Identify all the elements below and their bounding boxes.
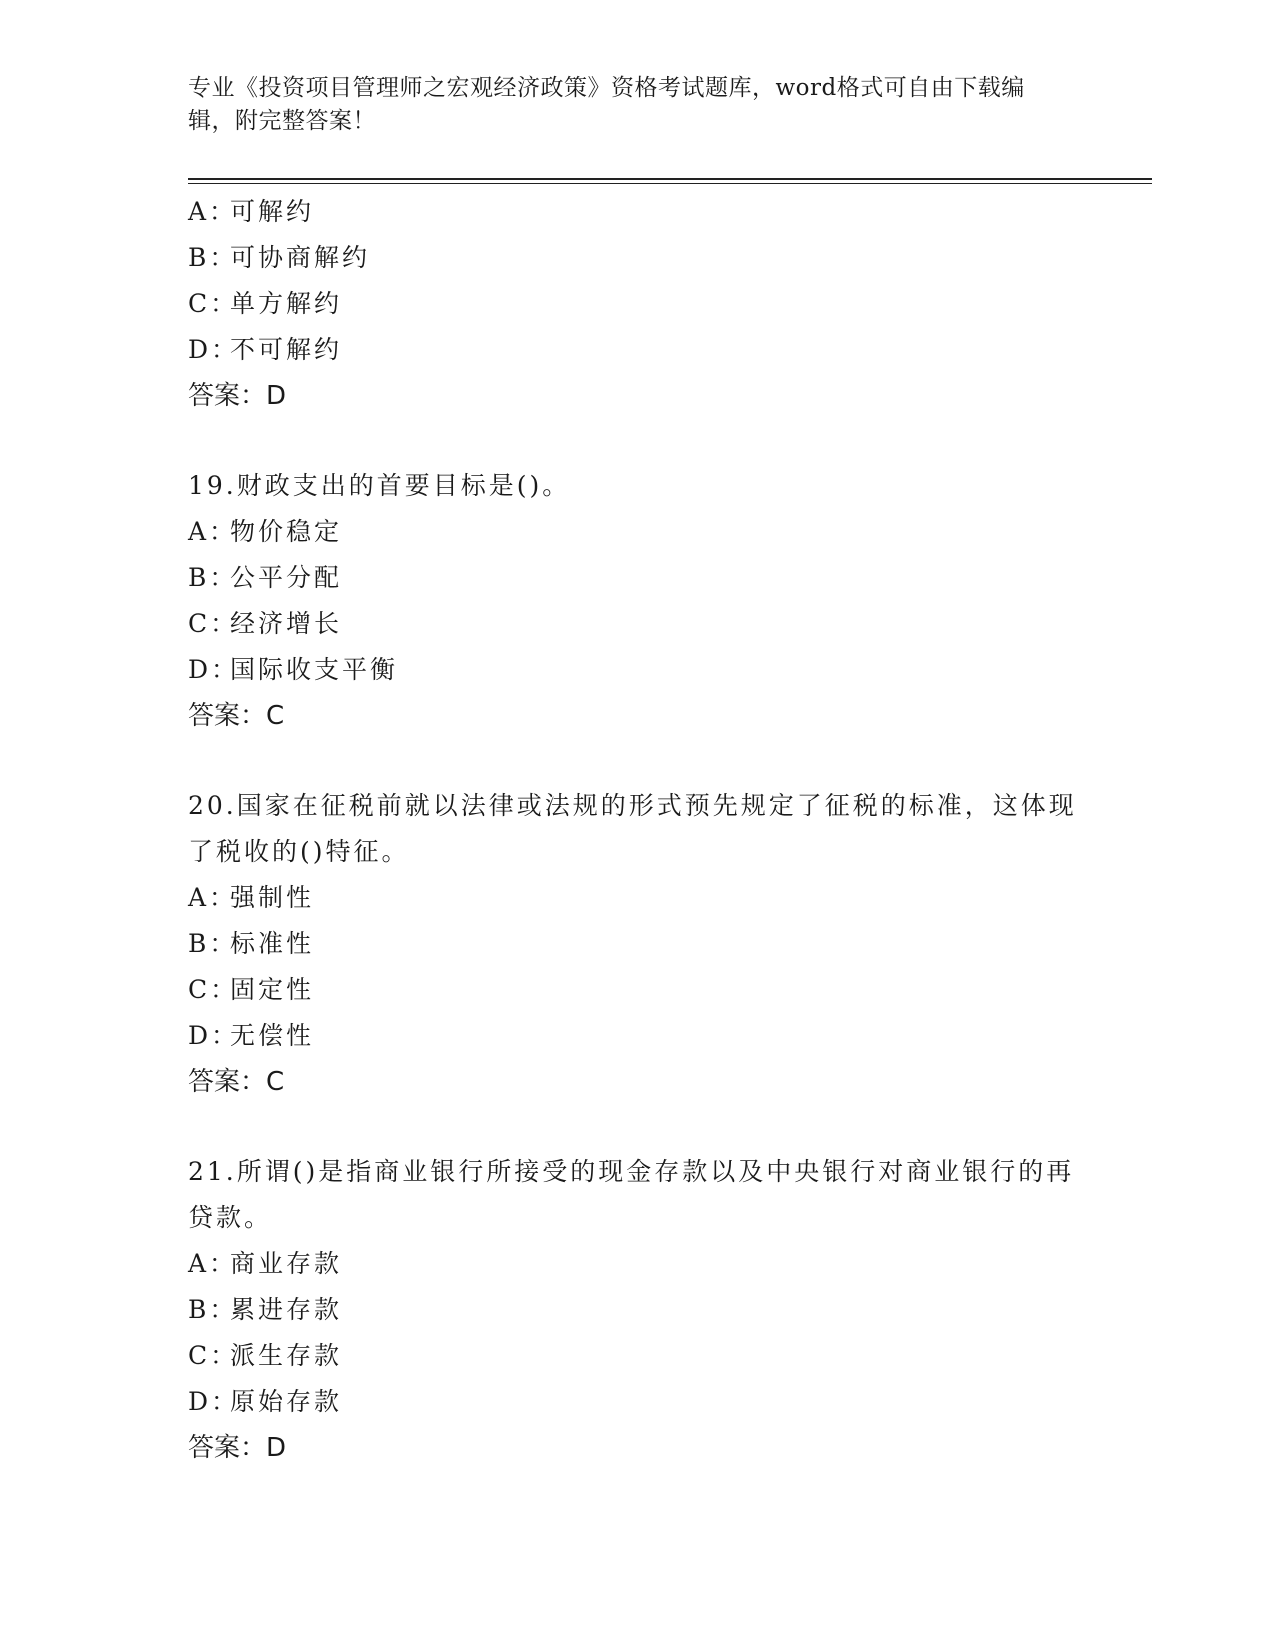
header-rule-thin — [188, 183, 1152, 184]
option-c: C：派生存款 — [188, 1341, 343, 1370]
header-rule-thick — [188, 178, 1152, 180]
question-stem: 19.财政支出的首要目标是()。 — [188, 471, 571, 500]
document-header: 专业《投资项目管理师之宏观经济政策》资格考试题库，word格式可自由下载编辑，附完整答案！ — [188, 75, 1025, 134]
question-stem: 21.所谓()是指商业银行所接受的现金存款以及中央银行对商业银行的再贷款。 — [188, 1157, 1075, 1232]
option-b: B：公平分配 — [188, 563, 343, 592]
answer: 答案：D — [188, 381, 287, 411]
option-b: B：标准性 — [188, 929, 315, 958]
option-c: C：经济增长 — [188, 609, 343, 638]
option-d: D：无偿性 — [188, 1021, 315, 1050]
option-c: C：单方解约 — [188, 289, 343, 318]
option-b: B：可协商解约 — [188, 243, 371, 272]
option-a: A：物价稳定 — [188, 517, 343, 546]
answer: 答案：D — [188, 1433, 287, 1463]
option-b: B：累进存款 — [188, 1295, 343, 1324]
option-a: A：强制性 — [188, 883, 315, 912]
option-a: A：商业存款 — [188, 1249, 343, 1278]
option-d: D：原始存款 — [188, 1387, 343, 1416]
answer: 答案：C — [188, 701, 285, 731]
answer: 答案：C — [188, 1067, 285, 1097]
question-21 — [188, 1149, 1078, 1471]
question-stem: 20.国家在征税前就以法律或法规的形式预先规定了征税的标准，这体现了税收的()特征。 — [188, 791, 1077, 866]
question-19 — [188, 463, 1078, 739]
option-c: C：固定性 — [188, 975, 315, 1004]
option-a: A：可解约 — [188, 197, 315, 226]
option-d: D：国际收支平衡 — [188, 655, 399, 684]
option-d: D：不可解约 — [188, 335, 343, 364]
question-18 — [188, 189, 1078, 419]
question-list — [188, 189, 1078, 1471]
question-20 — [188, 783, 1078, 1105]
